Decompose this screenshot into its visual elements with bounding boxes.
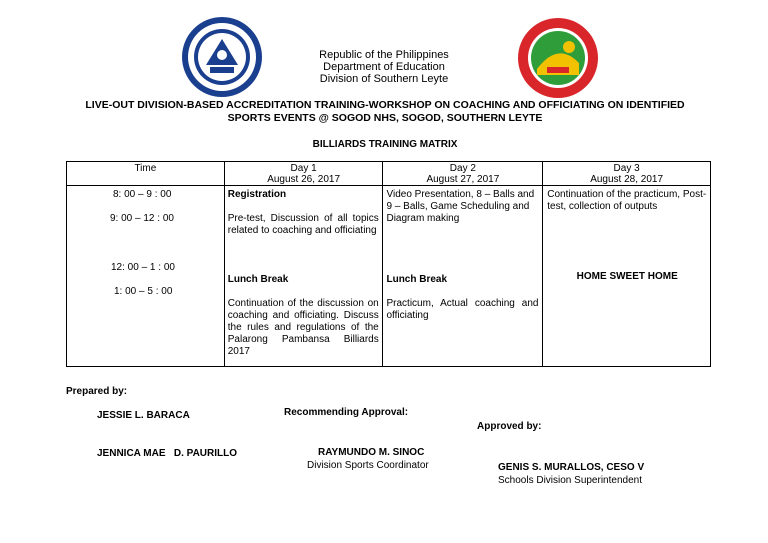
- day1-column: [224, 186, 383, 367]
- prepared-by-name-2: JENNICA MAE D. PAURILLO: [97, 448, 238, 459]
- prepared-by-name-1: JESSIE L. BARACA: [97, 410, 190, 421]
- header-line-2: Department of Education: [323, 61, 445, 73]
- header-line-1: Republic of the Philippines: [319, 49, 449, 61]
- time-slot-4: 1: 00 – 5 : 00: [114, 286, 173, 297]
- day2-column: [383, 186, 543, 367]
- day3-closing: HOME SWEET HOME: [576, 271, 678, 282]
- day2-afternoon: Practicum, Actual coaching and officiating: [386, 298, 539, 321]
- title-line-2: SPORTS EVENTS @ SOGOD NHS, SOGOD, SOUTHERN LEYTE: [227, 112, 543, 124]
- recommending-approval-label: Recommending Approval:: [284, 407, 409, 418]
- day1-header: Day 1 August 26, 2017: [224, 162, 383, 186]
- day3-column: [543, 186, 711, 367]
- day2-lunch: Lunch Break: [386, 274, 448, 285]
- day1-registration: Registration: [227, 189, 287, 200]
- training-matrix-table: [66, 161, 711, 367]
- day1-lunch: Lunch Break: [227, 274, 289, 285]
- time-header: Time: [67, 162, 225, 186]
- day1-afternoon: Continuation of the discussion on coaching and officiating. Discuss the rules and regulations of the Palarong Pambansa Billiards 2017: [227, 298, 379, 357]
- table-header-row: [67, 162, 711, 186]
- matrix-subtitle: BILLIARDS TRAINING MATRIX: [312, 139, 458, 150]
- day3-header: Day 3 August 28, 2017: [543, 162, 711, 186]
- day2-morning: Video Presentation, 8 – Balls and 9 – Balls, Game Scheduling and Diagram making: [386, 189, 535, 224]
- time-slot-1: 8: 00 – 9 : 00: [113, 189, 172, 200]
- day2-header: Day 2 August 27, 2017: [383, 162, 543, 186]
- approved-name: GENIS S. MURALLOS, CESO V: [498, 462, 645, 473]
- approved-by-label: Approved by:: [477, 421, 542, 432]
- prepared-by-label: Prepared by:: [66, 386, 128, 397]
- approved-title: Schools Division Superintendent: [498, 475, 642, 486]
- time-slot-2: 9: 00 – 12 : 00: [110, 213, 174, 224]
- header-line-3: Division of Southern Leyte: [319, 73, 449, 85]
- recommending-name: RAYMUNDO M. SINOC: [318, 447, 425, 458]
- day1-morning: Pre-test, Discussion of all topics related to coaching and officiating: [227, 213, 379, 236]
- table-body-row: [67, 186, 711, 367]
- recommending-title: Division Sports Coordinator: [307, 460, 429, 471]
- time-slot-3: 12: 00 – 1 : 00: [111, 262, 175, 273]
- title-line-1: LIVE-OUT DIVISION-BASED ACCREDITATION TRAINING-WORKSHOP ON COACHING AND OFFICIATING ON IDENTIFIED: [85, 99, 685, 111]
- day3-morning: Continuation of the practicum, Post-test, collection of outputs: [547, 189, 707, 212]
- time-column: [67, 186, 225, 367]
